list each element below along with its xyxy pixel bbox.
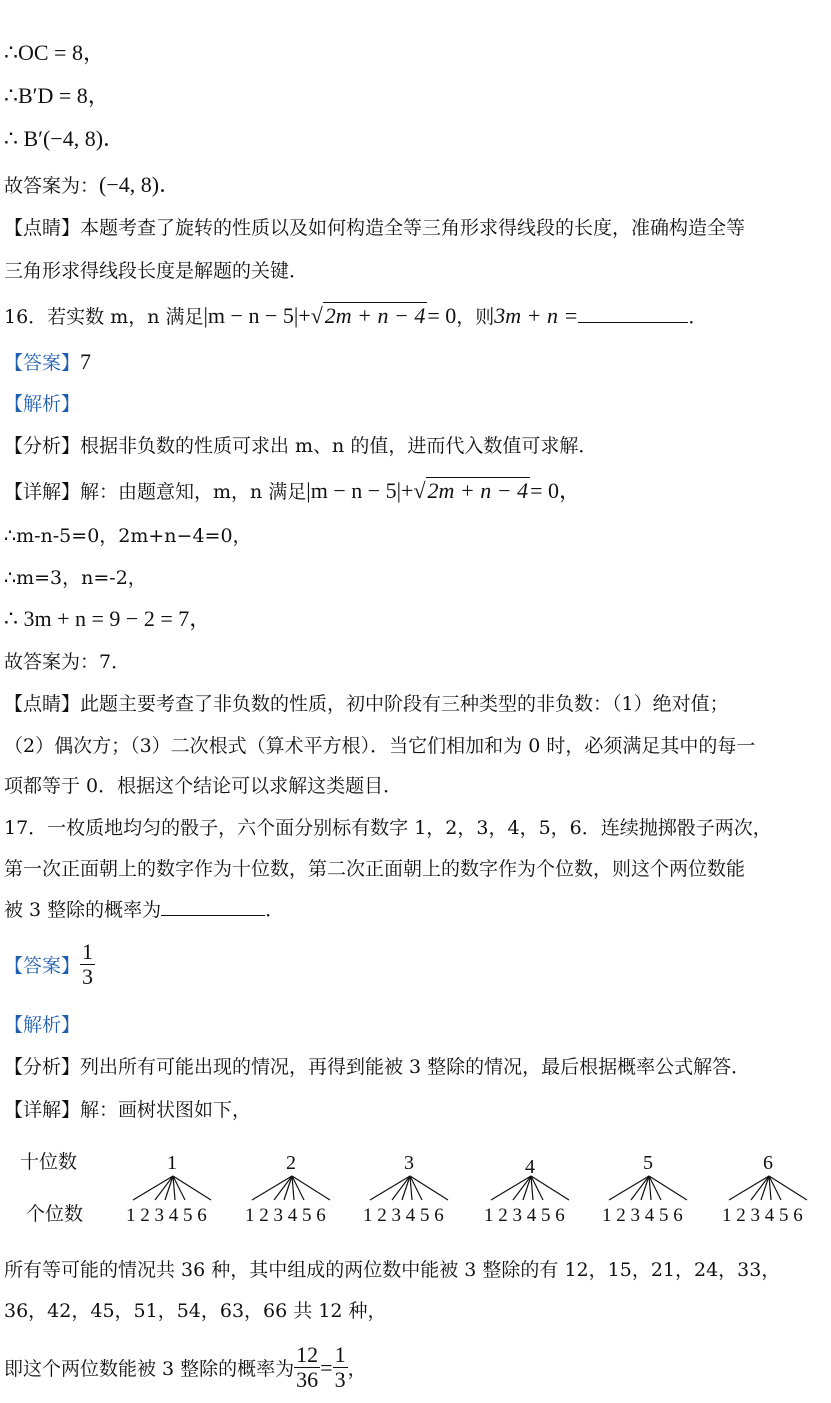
line-b-prime: ∴ B′(−4, 8)． xyxy=(4,126,126,151)
result-line3: 即这个两位数能被 3 整除的概率为 $\frac{12}{36}$ = $\frac{1}{3}$ ， xyxy=(4,1342,367,1392)
tree-branch-4-1 xyxy=(491,1176,531,1200)
question-17-line3: 被 3 整除的概率为 ． xyxy=(4,899,285,921)
result-line1: 所有等可能的情况共 36 种，其中组成的两位数中能被 3 整除的有 12，15，21，24，33， xyxy=(4,1259,781,1281)
step-16-3: ∴ 3m + n = 9 − 2 = 7， xyxy=(4,606,212,631)
tree-leaves-2: 1 2 3 4 5 6 xyxy=(245,1205,326,1226)
tree-leaves-5: 1 2 3 4 5 6 xyxy=(602,1205,683,1226)
jiexi-17: 【解析】 xyxy=(4,1014,81,1036)
step-16-1: ∴m-n-5=0，2m+n−4=0， xyxy=(4,525,252,547)
question-17-line2: 第一次正面朝上的数字作为十位数，第二次正面朝上的数字作为个位数，则这个两位数能 xyxy=(4,858,746,880)
answer-17-fraction: $\frac{1}{3}$ xyxy=(82,939,94,989)
answer-blank-17[interactable] xyxy=(161,897,265,916)
tree-branch-2-2 xyxy=(274,1176,292,1200)
tree-branch-6-2 xyxy=(751,1176,769,1200)
answer-17: 【答案】 $\frac{1}{3}$ xyxy=(4,939,94,989)
line-oc: ∴OC = 8， xyxy=(4,40,105,65)
fraction-1-3: $\frac{1}{3}$ xyxy=(334,1342,346,1392)
step-16-2: ∴m=3，n=-2， xyxy=(4,567,147,589)
dianjing-16-line3: 项都等于 0．根据这个结论可以求解这类题目． xyxy=(4,775,403,797)
tree-root-4: 4 xyxy=(525,1156,535,1178)
tree-root-6: 6 xyxy=(763,1152,773,1174)
answer-16: 【答案】7 xyxy=(4,349,92,374)
fraction-12-36: $\frac{12}{36}$ xyxy=(296,1342,319,1392)
tree-branch-5-2 xyxy=(631,1176,649,1200)
dianjing-16-line1: 【点睛】此题主要考查了非负数的性质，初中阶段有三种类型的非负数：（1）绝对值； xyxy=(4,693,729,715)
step-16-4: 故答案为：7． xyxy=(4,651,131,673)
tree-root-1: 1 xyxy=(167,1152,177,1174)
question-16: 16．若实数 m，n 满足|m − n − 5|+√2m + n − 4= 0，则3m + n = ． xyxy=(4,303,708,328)
tree-branch-2-1 xyxy=(252,1176,292,1200)
tree-leaves-1: 1 2 3 4 5 6 xyxy=(126,1205,207,1226)
tree-branch-4-2 xyxy=(513,1176,531,1200)
xiangjie-17: 【详解】解：画树状图如下， xyxy=(4,1099,252,1121)
line-answer-15: 故答案为：(−4, 8)． xyxy=(4,172,182,197)
tree-leaves-6: 1 2 3 4 5 6 xyxy=(722,1205,803,1226)
tree-leaves-3: 1 2 3 4 5 6 xyxy=(363,1205,444,1226)
tree-branch-6-1 xyxy=(729,1176,769,1200)
tree-root-2: 2 xyxy=(286,1152,296,1174)
tree-branch-1-2 xyxy=(155,1176,173,1200)
tree-branch-3-2 xyxy=(392,1176,410,1200)
fenxi-17: 【分析】列出所有可能出现的情况，再得到能被 3 整除的情况，最后根据概率公式解答． xyxy=(4,1056,751,1078)
dianjing-16-line2: （2）偶次方；（3）二次根式（算术平方根）．当它们相加和为 0 时，必须满足其中的每一 xyxy=(4,735,756,757)
tree-units-label: 个位数 xyxy=(26,1203,84,1225)
tree-root-3: 3 xyxy=(404,1152,414,1174)
tree-branch-3-1 xyxy=(370,1176,410,1200)
dianjing-15-line1: 【点睛】本题考查了旋转的性质以及如何构造全等三角形求得线段的长度，准确构造全等 xyxy=(4,217,746,239)
xiangjie-16: 【详解】解：由题意知，m，n 满足|m − n − 5|+√2m + n − 4= 0， xyxy=(4,478,582,503)
tree-leaves-4: 1 2 3 4 5 6 xyxy=(484,1205,565,1226)
result-line2: 36，42，45，51，54，63，66 共 12 种， xyxy=(4,1300,387,1322)
tree-branch-5-1 xyxy=(609,1176,649,1200)
tree-branch-1-1 xyxy=(133,1176,173,1200)
dianjing-15-line2: 三角形求得线段长度是解题的关键． xyxy=(4,260,309,282)
jiexi-16: 【解析】 xyxy=(4,393,81,415)
line-bd: ∴B′D = 8， xyxy=(4,83,110,108)
tree-tens-label: 十位数 xyxy=(20,1151,78,1173)
answer-blank-16[interactable] xyxy=(578,304,688,323)
question-17-line1: 17．一枚质地均匀的骰子，六个面分别标有数字 1，2，3，4，5，6．连续抛掷骰子两次， xyxy=(4,817,772,839)
tree-root-5: 5 xyxy=(643,1152,653,1174)
fenxi-16: 【分析】根据非负数的性质可求出 m、n 的值，进而代入数值可求解． xyxy=(4,435,598,457)
